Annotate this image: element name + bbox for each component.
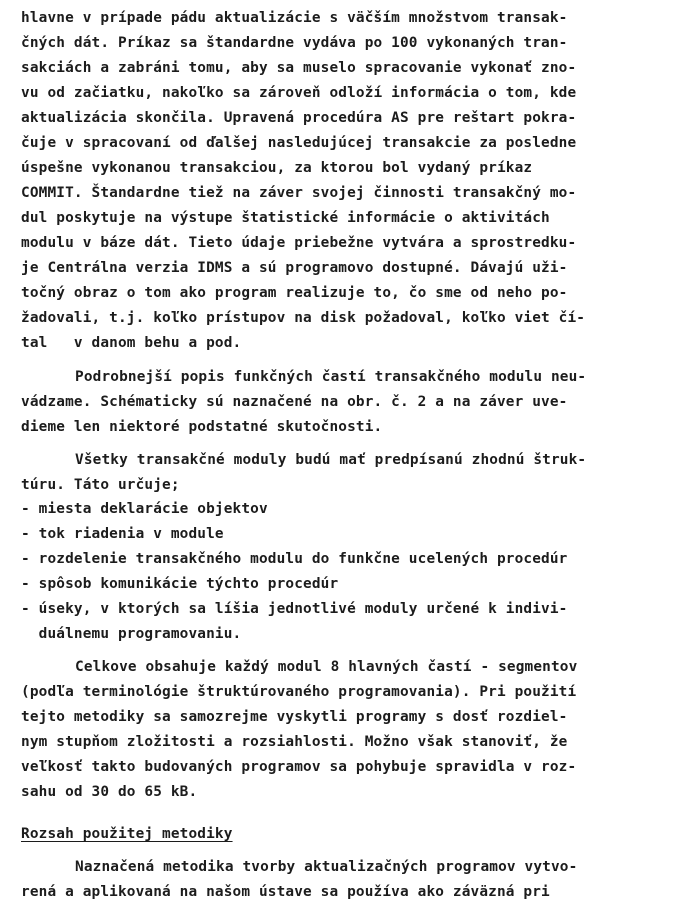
section-heading: Rozsah použitej metodiky [21,826,233,842]
text-line: túru. Táto určuje; [21,477,180,493]
text-line: dieme len niektoré podstatné skutočnosti. [21,419,383,435]
text-line: veľkosť takto budovaných programov sa pohybuje spravidla v roz- [21,759,577,775]
text-line: je Centrálna verzia IDMS a sú programovo dostupné. Dávajú uži- [21,260,568,276]
text-line: COMMIT. Štandardne tiež na záver svojej činnosti transakčný mo- [21,185,577,201]
list-item: - spôsob komunikácie týchto procedúr [21,576,339,592]
text-line: nym stupňom zložitosti a rozsiahlosti. Možno však stanoviť, že [21,734,568,750]
text-line: (podľa terminológie štruktúrovaného programovania). Pri použití [21,684,577,700]
text-line: aktualizácia skončila. Upravená procedúra AS pre reštart pokra- [21,110,577,126]
text-line: dul poskytuje na výstupe štatistické informácie o aktivitách [21,210,550,226]
text-line: sakciách a zabráni tomu, aby sa muselo spracovanie vykonať zno- [21,60,577,76]
list-item: - miesta deklarácie objektov [21,501,268,517]
text-line: vu od začiatku, nakoľko sa zároveň odloží informácia o tom, kde [21,85,577,101]
paragraph-first-line: Naznačená metodika tvorby aktualizačných programov vytvo- [75,859,578,875]
text-line: hlavne v prípade pádu aktualizácie s väčším množstvom transak- [21,10,568,26]
text-line: točný obraz o tom ako program realizuje to, čo sme od neho po- [21,285,568,301]
text-line: sahu od 30 do 65 kB. [21,784,198,800]
text-line: rená a aplikovaná na našom ústave sa používa ako záväzná pri [21,884,550,900]
paragraph-first-line: Celkove obsahuje každý modul 8 hlavných častí - segmentov [75,659,578,675]
text-line: modulu v báze dát. Tieto údaje priebežne vytvára a sprostredku- [21,235,577,251]
text-line: tal v danom behu a pod. [21,335,242,351]
text-line: žadovali, t.j. koľko prístupov na disk požadoval, koľko viet čí- [21,310,586,326]
paragraph-first-line: Všetky transakčné moduly budú mať predpísanú zhodnú štruk- [75,452,587,468]
list-item: - tok riadenia v module [21,526,224,542]
list-item: - úseky, v ktorých sa líšia jednotlivé moduly určené k indivi- [21,601,568,617]
text-line: čných dát. Príkaz sa štandardne vydáva po 100 vykonaných tran- [21,35,568,51]
text-line: čuje v spracovaní od ďalšej nasledujúcej transakcie za posledne [21,135,577,151]
list-item: - rozdelenie transakčného modulu do funkčne ucelených procedúr [21,551,568,567]
text-line: tejto metodiky sa samozrejme vyskytli programy s dosť rozdiel- [21,709,568,725]
text-line: úspešne vykonanou transakciou, za ktorou bol vydaný príkaz [21,160,533,176]
list-item-continuation: duálnemu programovaniu. [21,626,242,642]
paragraph-first-line: Podrobnejší popis funkčných častí transakčného modulu neu- [75,369,587,385]
text-line: vádzame. Schématicky sú naznačené na obr. č. 2 a na záver uve- [21,394,568,410]
